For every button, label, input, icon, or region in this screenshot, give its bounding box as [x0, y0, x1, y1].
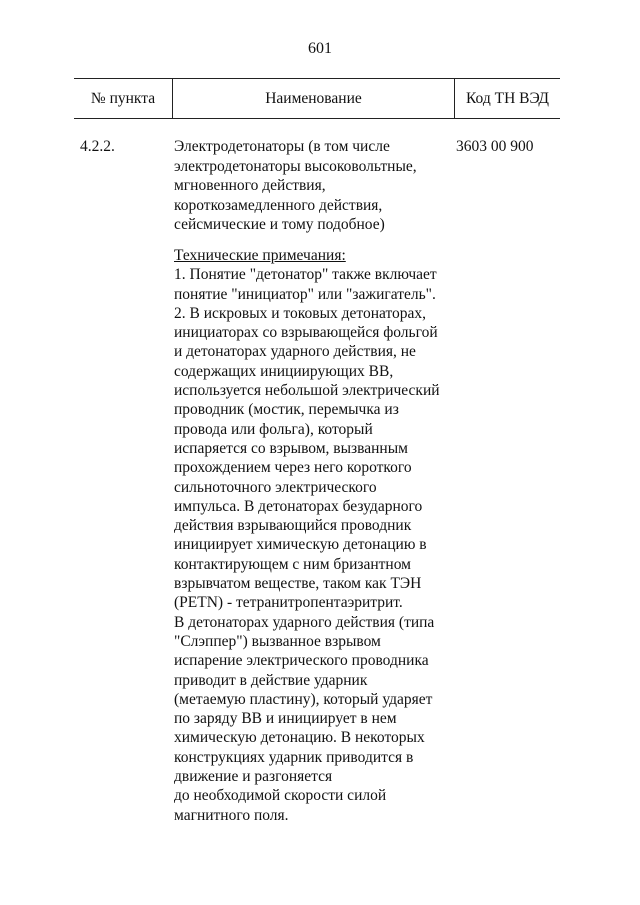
- notes-line: инициирует химическую детонацию в: [174, 536, 427, 554]
- item-name-line: электродетонаторы высоковольтные,: [174, 157, 417, 175]
- item-name: [174, 137, 454, 235]
- notes-line: содержащих инициирующих ВВ,: [174, 362, 394, 380]
- header-col-name: Наименование: [265, 90, 362, 107]
- item-name-line: сейсмические и тому подобное): [174, 216, 385, 233]
- notes-line: химическую детонацию. В некоторых: [174, 729, 425, 747]
- notes-line: понятие "инициатор" или "зажигатель".: [174, 285, 436, 303]
- item-tnved-code: 3603 00 900: [456, 138, 534, 155]
- item-number: 4.2.2.: [80, 138, 115, 155]
- notes-line: по заряду ВВ и инициирует в нем: [174, 710, 397, 728]
- notes-line: проводник (мостик, перемычка из: [174, 401, 399, 419]
- item-name-line: короткозамедленного действия,: [174, 196, 383, 214]
- notes-line: используется небольшой электрический: [174, 382, 440, 400]
- technical-notes: [174, 246, 459, 825]
- table-header: [74, 78, 560, 119]
- notes-line: сильноточного электрического: [174, 478, 377, 496]
- notes-title: Технические примечания:: [174, 247, 346, 264]
- header-col-number: № пункта: [90, 90, 156, 107]
- notes-line: конструкциях ударник приводится в: [174, 748, 414, 766]
- notes-line: и детонаторах ударного действия, не: [174, 343, 416, 361]
- notes-line: приводит в действие ударник: [174, 671, 368, 689]
- notes-line: 2. В искровых и токовых детонаторах,: [174, 304, 427, 322]
- notes-line: до необходимой скорости силой: [174, 787, 387, 805]
- notes-line: (метаемую пластину), который ударяет: [174, 690, 433, 708]
- notes-line: магнитного поля.: [174, 806, 289, 824]
- notes-line: "Слэппер") вызванное взрывом: [174, 632, 381, 650]
- notes-line: (PETN) - тетранитропентаэритрит.: [174, 594, 403, 612]
- item-name-line: мгновенного действия,: [174, 177, 326, 194]
- page-number: 601: [308, 40, 332, 57]
- notes-line: испарение электрического проводника: [174, 652, 429, 670]
- notes-line: движение и разгоняется: [174, 768, 333, 786]
- item-name-line: Электродетонаторы (в том числе: [174, 138, 390, 155]
- notes-line: действия взрывающийся проводник: [174, 517, 412, 535]
- notes-line: взрывчатом веществе, таком как ТЭН: [174, 575, 422, 593]
- notes-line: испаряется со взрывом, вызванным: [174, 439, 408, 457]
- notes-line: прохождением через него короткого: [174, 459, 412, 477]
- notes-line: инициаторах со взрывающейся фольгой: [174, 324, 438, 342]
- notes-line: 1. Понятие "детонатор" также включает: [174, 266, 437, 284]
- notes-line: контактирующем с ним бризантном: [174, 555, 411, 573]
- notes-line: провода или фольга), который: [174, 420, 373, 438]
- notes-line: импульса. В детонаторах безударного: [174, 497, 423, 515]
- header-col-code: Код ТН ВЭД: [465, 90, 549, 107]
- notes-line: В детонаторах ударного действия (типа: [174, 613, 435, 631]
